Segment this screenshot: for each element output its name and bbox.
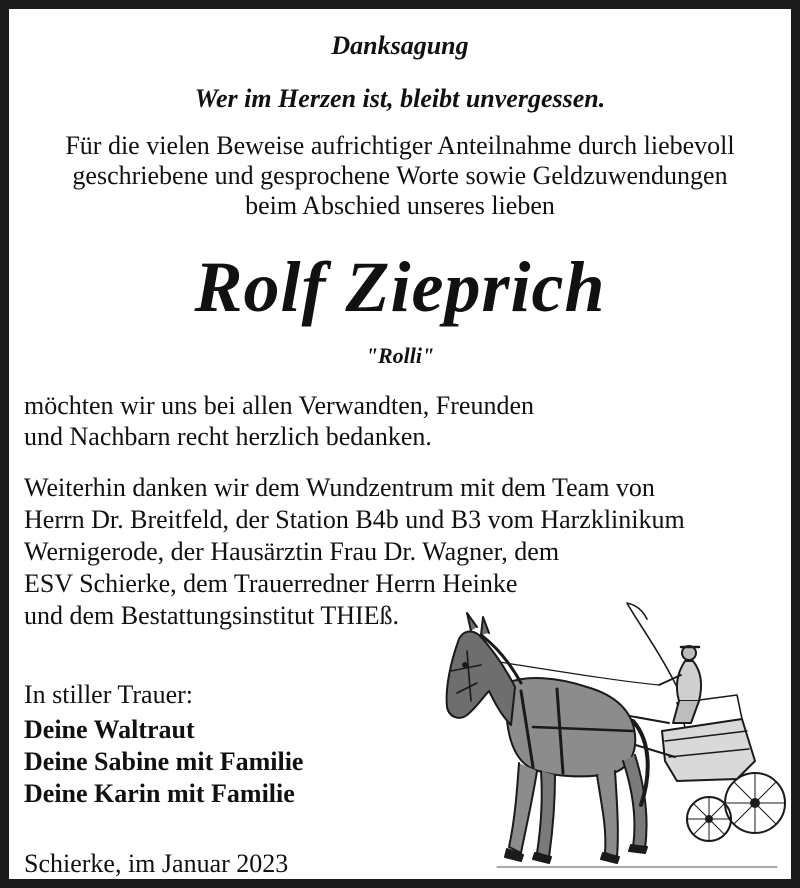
deceased-name: Rolf Zieprich xyxy=(194,247,606,327)
further-line: Wernigerode, der Hausärztin Frau Dr. Wagner, dem xyxy=(24,537,560,566)
nickname: "Rolli" xyxy=(365,343,435,368)
mourner-name: Deine Waltraut xyxy=(24,715,195,744)
place-date: Schierke, im Januar 2023 xyxy=(24,849,289,878)
heading: Danksagung xyxy=(331,31,469,60)
mourner-name: Deine Sabine mit Familie xyxy=(24,747,304,776)
thanks-line: möchten wir uns bei allen Verwandten, Freunden xyxy=(24,391,534,420)
horse-carriage-illustration xyxy=(437,591,787,885)
further-line: ESV Schierke, dem Trauerredner Herrn Heinke xyxy=(24,569,518,598)
mourning-label: In stiller Trauer: xyxy=(24,680,193,709)
further-line: Herrn Dr. Breitfeld, der Station B4b und B3 vom Harzklinikum xyxy=(24,505,685,534)
intro-line: geschriebene und gesprochene Worte sowie Geldzuwendungen xyxy=(72,161,728,190)
intro-line: beim Abschied unseres lieben xyxy=(245,191,555,220)
further-line: Weiterhin danken wir dem Wundzentrum mit dem Team von xyxy=(24,473,655,502)
intro-line: Für die vielen Beweise aufrichtiger Anteilnahme durch liebevoll xyxy=(65,131,735,160)
mourner-name: Deine Karin mit Familie xyxy=(24,779,295,808)
thanks-line: und Nachbarn recht herzlich bedanken. xyxy=(24,422,432,451)
motto: Wer im Herzen ist, bleibt unvergessen. xyxy=(194,84,606,113)
further-line: und dem Bestattungsinstitut THIEß. xyxy=(24,601,400,630)
